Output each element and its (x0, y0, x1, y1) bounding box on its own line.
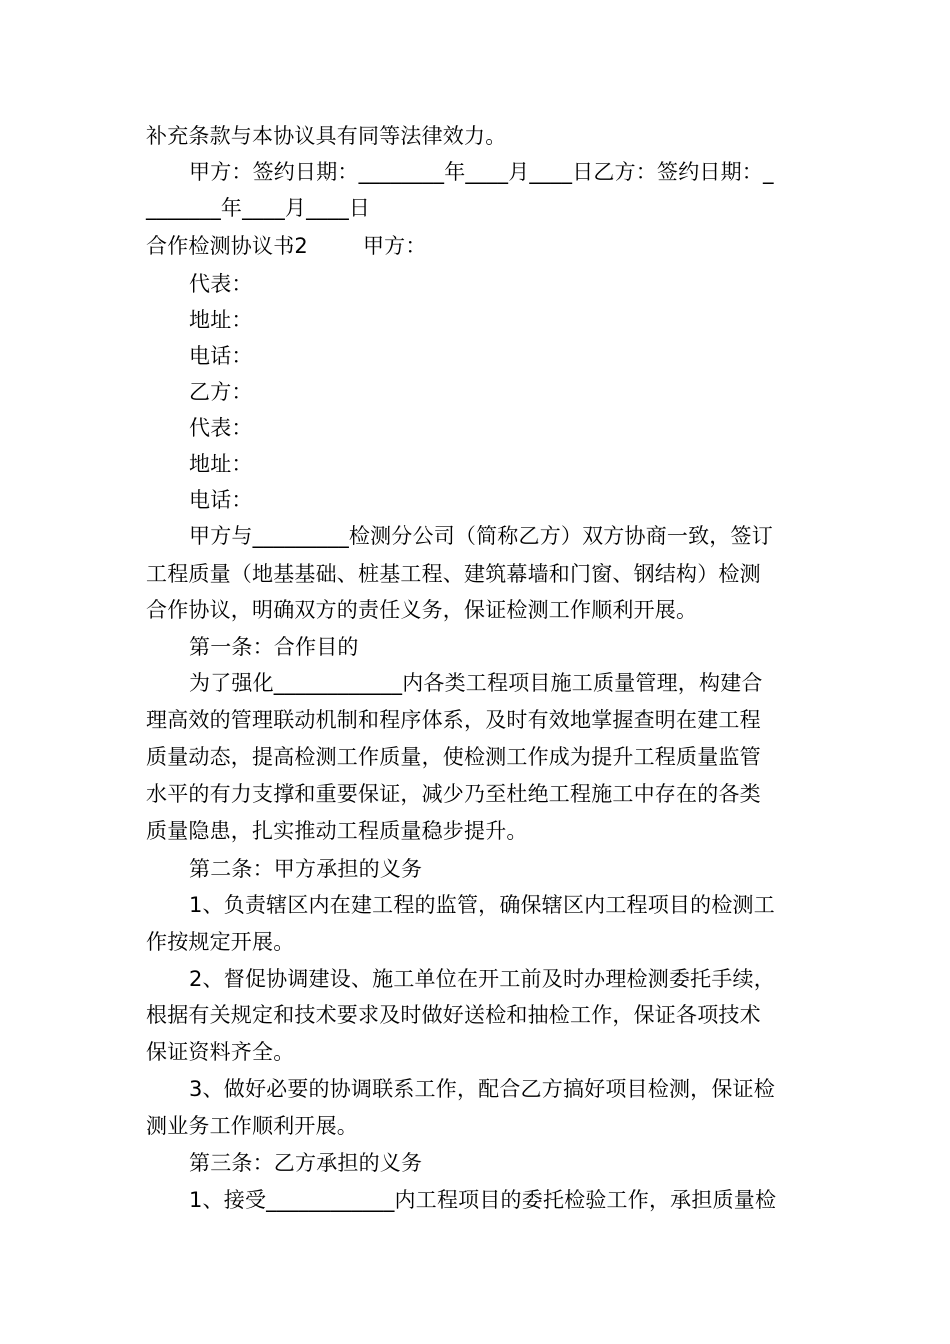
text-line: 地址： (189, 452, 253, 476)
text-line: 根据有关规定和技术要求及时做好送检和抽检工作，保证各项技术 (146, 1003, 761, 1027)
text-line: 代表： (189, 416, 253, 440)
text-line: 甲方与_________检测分公司（简称乙方）双方协商一致，签订 (189, 524, 773, 548)
text-line: 工程质量（地基基础、桩基工程、建筑幕墙和门窗、钢结构）检测 (146, 562, 761, 586)
text-line: 水平的有力支撑和重要保证，减少乃至杜绝工程施工中存在的各类 (146, 782, 761, 806)
section-heading: 合作检测协议书2 甲方： (146, 234, 427, 258)
text-line: 2、督促协调建设、施工单位在开工前及时办理检测委托手续， (189, 967, 775, 991)
text-line: 甲方：签约日期：________年____月____日乙方：签约日期：_ (189, 160, 774, 184)
article-heading: 第一条：合作目的 (189, 635, 359, 659)
text-line: 为了强化____________内各类工程项目施工质量管理，构建合 (189, 671, 763, 695)
text-line: 保证资料齐全。 (146, 1040, 295, 1064)
text-line: 质量隐患，扎实推动工程质量稳步提升。 (146, 819, 528, 843)
text-line: 电话： (189, 488, 253, 512)
article-heading: 第三条：乙方承担的义务 (189, 1151, 423, 1175)
text-line: 地址： (189, 308, 253, 332)
text-line: 代表： (189, 272, 253, 296)
text-line: 质量动态，提高检测工作质量，使检测工作成为提升工程质量监管 (146, 745, 761, 769)
text-line: 合作协议，明确双方的责任义务，保证检测工作顺利开展。 (146, 598, 698, 622)
text-line: 测业务工作顺利开展。 (146, 1114, 358, 1138)
text-line: 1、接受____________内工程项目的委托检验工作，承担质量检 (189, 1188, 777, 1212)
text-line: 乙方： (189, 380, 253, 404)
text-line: 电话： (189, 344, 253, 368)
article-heading: 第二条：甲方承担的义务 (189, 857, 423, 881)
text-line: 补充条款与本协议具有同等法律效力。 (146, 124, 507, 148)
text-line: 3、做好必要的协调联系工作，配合乙方搞好项目检测，保证检 (189, 1077, 775, 1101)
text-line: 作按规定开展。 (146, 930, 295, 954)
text-line: 1、负责辖区内在建工程的监管，确保辖区内工程项目的检测工 (189, 893, 775, 917)
text-line: _______年____月____日 (146, 196, 371, 220)
text-line: 理高效的管理联动机制和程序体系，及时有效地掌握查明在建工程 (146, 708, 761, 732)
